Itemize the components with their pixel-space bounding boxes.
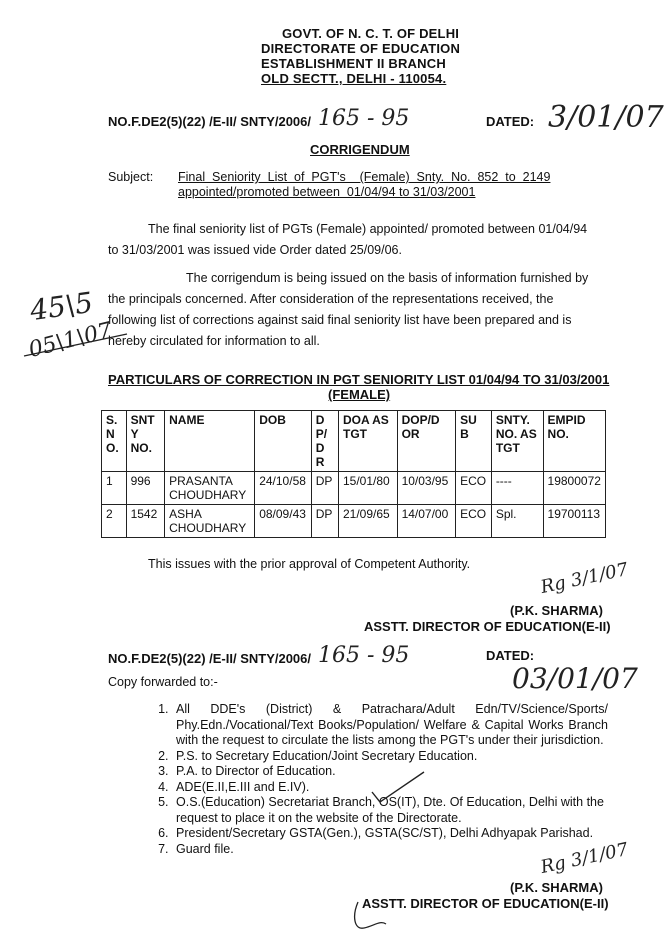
- handwritten-margin-note-number: 45\5: [28, 285, 95, 328]
- paragraph-2-line-2: the principals concerned. After consideration of the representations received, the: [108, 292, 554, 306]
- table-cell: 2: [102, 505, 127, 538]
- subject-line-1: Final Seniority List of PGT's (Female) Snty. No. 852 to 2149: [178, 170, 551, 184]
- paragraph-2-line-1: The corrigendum is being issued on the basis of information furnished by: [186, 271, 589, 285]
- signatory-name-copy: (P.K. SHARMA): [510, 880, 603, 895]
- column-header: EMPID NO.: [543, 411, 605, 472]
- copy-forwarded-label: Copy forwarded to:-: [108, 675, 218, 689]
- list-item: 4. ADE(E.II,E.III and E.IV).: [172, 780, 608, 796]
- column-header: DOA AS TGT: [338, 411, 397, 472]
- subject-label: Subject:: [108, 170, 154, 184]
- table-cell: DP: [311, 505, 338, 538]
- signatory-name: (P.K. SHARMA): [510, 603, 603, 618]
- list-item: 2. P.S. to Secretary Education/Joint Secretary Education.: [172, 749, 608, 765]
- header-line-address: OLD SECTT., DELHI - 110054.: [261, 71, 447, 86]
- header-line-govt: GOVT. OF N. C. T. OF DELHI: [282, 26, 460, 41]
- table-cell: 996: [126, 472, 165, 505]
- subject-line-2: appointed/promoted between 01/04/94 to 31/03/2001: [178, 185, 476, 199]
- table-cell: 24/10/58: [255, 472, 312, 505]
- reference-number-label-copy: NO.F.DE2(5)(22) /E-II/ SNTY/2006/: [108, 651, 312, 666]
- dated-label-copy: DATED:: [486, 648, 535, 663]
- table-cell: Spl.: [491, 505, 543, 538]
- paragraph-1-line-2: to 31/03/2001 was issued vide Order dated 25/09/06.: [108, 243, 402, 257]
- dated-label: DATED:: [486, 114, 535, 129]
- list-item: 3. P.A. to Director of Education.: [172, 764, 608, 780]
- table-cell: ECO: [456, 472, 492, 505]
- table-cell: 1: [102, 472, 127, 505]
- table-cell: 08/09/43: [255, 505, 312, 538]
- column-header: DOP/D OR: [397, 411, 456, 472]
- table-title-line-1: PARTICULARS OF CORRECTION IN PGT SENIORITY LIST 01/04/94 TO 31/03/2001: [108, 372, 610, 387]
- table-cell: 15/01/80: [338, 472, 397, 505]
- header-line-directorate: DIRECTORATE OF EDUCATION: [261, 41, 461, 56]
- column-header: SNT Y NO.: [126, 411, 165, 472]
- handwritten-flourish: [350, 898, 390, 938]
- table-cell: ----: [491, 472, 543, 505]
- list-item: 5. O.S.(Education) Secretariat Branch, OS(IT), Dte. Of Education, Delhi with the request to place it on the website of the Directorate.: [172, 795, 608, 826]
- table-row: [102, 472, 606, 505]
- table-cell: PRASANTA CHOUDHARY: [165, 472, 255, 505]
- table-cell: 19800072: [543, 472, 605, 505]
- column-header: SU B: [456, 411, 492, 472]
- paragraph-2-line-4: hereby circulated for information to all.: [108, 334, 320, 348]
- tick-mark-icon: [368, 770, 428, 806]
- handwritten-signature: Rg 3/1/07: [538, 559, 630, 598]
- signatory-designation-copy: ASSTT. DIRECTOR OF EDUCATION(E-II): [362, 896, 609, 911]
- list-item: 7. Guard file.: [172, 842, 608, 858]
- correction-table: [101, 410, 606, 538]
- list-item: 1. All DDE's (District) & Patrachara/Adult Edn/TV/Science/Sports/ Phy.Edn./Vocational/Text Books/Population/ Welfare & Capital Works Branch with the request to circulate the lists among the PGT's under their jurisdiction.: [172, 702, 608, 749]
- column-header: S. N O.: [102, 411, 127, 472]
- table-cell: DP: [311, 472, 338, 505]
- table-cell: ASHA CHOUDHARY: [165, 505, 255, 538]
- handwritten-signature-copy: Rg 3/1/07: [538, 839, 630, 878]
- margin-note-stroke: [22, 330, 132, 360]
- handwritten-reference-number: 165 - 95: [318, 106, 410, 131]
- reference-number-label: NO.F.DE2(5)(22) /E-II/ SNTY/2006/: [108, 114, 312, 129]
- handwritten-margin-note-date: 05\1\07: [26, 318, 115, 363]
- signatory-designation: ASSTT. DIRECTOR OF EDUCATION(E-II): [364, 619, 611, 634]
- handwritten-date: 3/01/07: [548, 100, 664, 135]
- table-cell: 21/09/65: [338, 505, 397, 538]
- column-header: SNTY. NO. AS TGT: [491, 411, 543, 472]
- handwritten-date-copy: 03/01/07: [512, 662, 638, 695]
- column-header: NAME: [165, 411, 255, 472]
- table-cell: 14/07/00: [397, 505, 456, 538]
- list-item: 6. President/Secretary GSTA(Gen.), GSTA(SC/ST), Delhi Adhyapak Parishad.: [172, 826, 608, 842]
- column-header: DOB: [255, 411, 312, 472]
- header-line-branch: ESTABLISHMENT II BRANCH: [261, 56, 446, 71]
- paragraph-2-line-3: following list of corrections against said final seniority list have been prepared and is: [108, 313, 572, 327]
- table-cell: 10/03/95: [397, 472, 456, 505]
- table-header-row: [102, 411, 606, 472]
- table-cell: 19700113: [543, 505, 605, 538]
- table-cell: 1542: [126, 505, 165, 538]
- table-cell: ECO: [456, 505, 492, 538]
- table-title-line-2: (FEMALE): [328, 387, 391, 402]
- document-title: CORRIGENDUM: [310, 142, 410, 157]
- paragraph-1-line-1: The final seniority list of PGTs (Female) appointed/ promoted between 01/04/94: [148, 222, 588, 236]
- approval-note: This issues with the prior approval of Competent Authority.: [148, 557, 471, 571]
- column-header: D P/ D R: [311, 411, 338, 472]
- table-row: [102, 505, 606, 538]
- handwritten-reference-number-copy: 165 - 95: [318, 643, 410, 668]
